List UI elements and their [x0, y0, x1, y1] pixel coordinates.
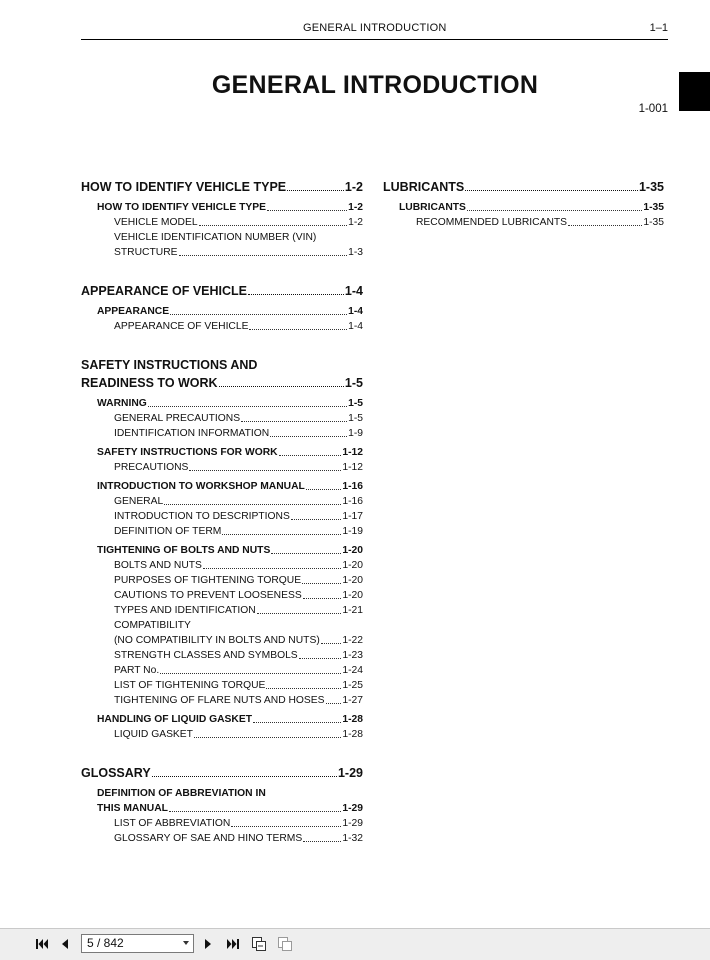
- toc-entry-page: 1-25: [342, 680, 363, 691]
- toc-entry-label: CAUTIONS TO PREVENT LOOSENESS: [114, 590, 302, 601]
- toc-entry-label: WARNING: [97, 398, 147, 409]
- toc-entry-page: 1-20: [342, 575, 363, 586]
- toc-entry[interactable]: [81, 245, 363, 260]
- running-header: [81, 20, 668, 40]
- toc-entry-label: (NO COMPATIBILITY IN BOLTS AND NUTS): [114, 635, 320, 646]
- toc-leader-dots: [299, 658, 342, 659]
- toc-leader-dots: [303, 841, 341, 842]
- toc-entry-label: LUBRICANTS: [399, 202, 466, 213]
- toc-entry-label: INTRODUCTION TO WORKSHOP MANUAL: [97, 481, 305, 492]
- toc-entry-label: DEFINITION OF ABBREVIATION IN: [97, 788, 266, 799]
- fit-page-icon: [251, 936, 267, 952]
- toc-leader-dots: [219, 386, 344, 387]
- toc-entry[interactable]: [383, 178, 664, 196]
- toc-entry-label: IDENTIFICATION INFORMATION: [114, 428, 270, 439]
- toc-entry-page: 1-12: [342, 462, 363, 473]
- toc-entry-label: INTRODUCTION TO DESCRIPTIONS: [114, 511, 290, 522]
- fit-width-button[interactable]: [277, 936, 293, 952]
- toc-entry[interactable]: [383, 200, 664, 215]
- last-page-icon: [226, 937, 240, 951]
- toc-entry-label: LUBRICANTS: [383, 180, 465, 194]
- toc-entry-label: APPEARANCE OF VEHICLE: [114, 321, 249, 332]
- first-page-button[interactable]: [34, 936, 50, 952]
- toc-leader-dots: [303, 598, 342, 599]
- toc-leader-dots: [170, 314, 347, 315]
- toc-entry-label: DEFINITION OF TERM: [114, 526, 222, 537]
- previous-page-icon: [59, 937, 71, 951]
- document-code: 1-001: [638, 103, 668, 115]
- toc-entry-label: STRENGTH CLASSES AND SYMBOLS: [114, 650, 298, 661]
- toc-entry-label: GLOSSARY: [81, 766, 151, 780]
- toc-entry[interactable]: [81, 494, 363, 509]
- toc-entry[interactable]: [81, 678, 363, 693]
- toc-leader-dots: [164, 504, 341, 505]
- toc-leader-dots: [291, 519, 342, 520]
- toc-leader-dots: [467, 210, 642, 211]
- toc-entry-page: 1-20: [342, 590, 363, 601]
- toc-leader-dots: [148, 406, 347, 407]
- toc-entry[interactable]: [81, 374, 363, 392]
- toc-entry[interactable]: [81, 618, 363, 633]
- toc-leader-dots: [267, 210, 347, 211]
- toc-leader-dots: [249, 329, 347, 330]
- toc-leader-dots: [194, 737, 341, 738]
- toc-leader-dots: [169, 811, 341, 812]
- previous-page-button[interactable]: [57, 936, 73, 952]
- toc-entry-label: LIST OF ABBREVIATION: [114, 818, 231, 829]
- first-page-icon: [35, 937, 49, 951]
- toc-entry-page: 1-2: [344, 180, 363, 194]
- toc-entry-label: PRECAUTIONS: [114, 462, 189, 473]
- toc-entry-label: APPEARANCE: [97, 306, 170, 317]
- toc-entry-label: READINESS TO WORK: [81, 376, 218, 390]
- toc-entry-label: COMPATIBILITY: [114, 620, 191, 631]
- toc-entry-page: 1-21: [342, 605, 363, 616]
- toc-entry[interactable]: [81, 200, 363, 215]
- toc-entry-label: BOLTS AND NUTS: [114, 560, 202, 571]
- toc-entry[interactable]: [81, 558, 363, 573]
- toc-leader-dots: [203, 568, 341, 569]
- toc-entry[interactable]: [81, 426, 363, 441]
- toc-entry-page: 1-28: [342, 714, 363, 725]
- toc-entry-page: 1-4: [348, 306, 363, 317]
- toc-entry[interactable]: [81, 460, 363, 475]
- toc-leader-dots: [152, 776, 337, 777]
- toc-entry[interactable]: [81, 319, 363, 334]
- toc-entry-page: 1-16: [342, 496, 363, 507]
- toc-entry-label: TIGHTENING OF BOLTS AND NUTS: [97, 545, 271, 556]
- toc-entry[interactable]: [81, 816, 363, 831]
- toc-leader-dots: [189, 470, 341, 471]
- toc-entry-page: 1-29: [342, 818, 363, 829]
- toc-entry[interactable]: [81, 603, 363, 618]
- toc-entry-page: 1-22: [342, 635, 363, 646]
- toc-entry-page: 1-28: [342, 729, 363, 740]
- toc-leader-dots: [222, 534, 341, 535]
- header-page-number: 1–1: [649, 22, 668, 34]
- toc-left-column: [81, 178, 363, 846]
- toc-entry[interactable]: [81, 282, 363, 300]
- toc-entry-page: 1-24: [342, 665, 363, 676]
- toc-entry-label: PART No.: [114, 665, 160, 676]
- toc-leader-dots: [199, 225, 348, 226]
- toc-entry-label: VEHICLE IDENTIFICATION NUMBER (VIN): [114, 232, 317, 243]
- toc-entry[interactable]: [81, 727, 363, 742]
- toc-entry[interactable]: [81, 831, 363, 846]
- toc-leader-dots: [179, 255, 348, 256]
- toc-entry[interactable]: [81, 304, 363, 319]
- toc-leader-dots: [321, 643, 342, 644]
- toc-leader-dots: [253, 722, 341, 723]
- toc-entry-page: 1-35: [643, 202, 664, 213]
- toc-leader-dots: [270, 436, 347, 437]
- toc-leader-dots: [271, 553, 341, 554]
- toc-entry-label: STRUCTURE: [114, 247, 178, 258]
- toc-entry[interactable]: [81, 445, 363, 460]
- toc-leader-dots: [306, 489, 342, 490]
- toc-leader-dots: [266, 688, 341, 689]
- toc-entry-label: LIQUID GASKET: [114, 729, 193, 740]
- toc-entry-page: 1-35: [638, 180, 664, 194]
- page-number-field[interactable]: [81, 934, 194, 953]
- toc-entry-label: GENERAL PRECAUTIONS: [114, 413, 241, 424]
- toc-entry-page: 1-5: [348, 398, 363, 409]
- toc-entry[interactable]: [81, 693, 363, 708]
- toc-entry[interactable]: [81, 178, 363, 196]
- page-number-value: 5 / 842: [87, 936, 124, 950]
- next-page-button[interactable]: [200, 936, 216, 952]
- toc-entry-page: 1-5: [348, 413, 363, 424]
- toc-entry-page: 1-2: [348, 202, 363, 213]
- toc-entry-page: 1-20: [342, 560, 363, 571]
- toc-entry-page: 1-5: [344, 376, 363, 390]
- toc-entry[interactable]: [383, 215, 664, 230]
- toc-entry-page: 1-2: [348, 217, 363, 228]
- toc-entry-label: LIST OF TIGHTENING TORQUE: [114, 680, 266, 691]
- toc-entry-page: 1-9: [348, 428, 363, 439]
- toc-entry-page: 1-29: [337, 766, 363, 780]
- toc-right-column: [383, 178, 664, 230]
- toc-leader-dots: [287, 190, 344, 191]
- toc-entry-page: 1-20: [342, 545, 363, 556]
- toc-leader-dots: [568, 225, 642, 226]
- toc-leader-dots: [257, 613, 342, 614]
- toc-entry[interactable]: [81, 786, 363, 801]
- toc-entry-label: HOW TO IDENTIFY VEHICLE TYPE: [81, 180, 287, 194]
- toc-entry-label: HANDLING OF LIQUID GASKET: [97, 714, 253, 725]
- last-page-button[interactable]: [225, 936, 241, 952]
- toc-entry[interactable]: [81, 764, 363, 782]
- toc-entry[interactable]: [81, 524, 363, 539]
- toc-leader-dots: [241, 421, 347, 422]
- viewer-toolbar: [0, 928, 710, 960]
- toc-entry-label: TYPES AND IDENTIFICATION: [114, 605, 256, 616]
- toc-entry[interactable]: [81, 230, 363, 245]
- toc-entry[interactable]: [81, 543, 363, 558]
- next-page-icon: [202, 937, 214, 951]
- toc-entry-label: SAFETY INSTRUCTIONS FOR WORK: [97, 447, 278, 458]
- toc-entry[interactable]: [81, 396, 363, 411]
- toc-leader-dots: [465, 190, 638, 191]
- fit-width-icon: [277, 936, 293, 952]
- page-title: GENERAL INTRODUCTION: [211, 71, 539, 99]
- chevron-down-icon[interactable]: [183, 941, 189, 945]
- toc-entry-label: RECOMMENDED LUBRICANTS: [416, 217, 568, 228]
- toc-entry-label: APPEARANCE OF VEHICLE: [81, 284, 247, 298]
- header-section-title: GENERAL INTRODUCTION: [303, 22, 447, 34]
- toc-entry-page: 1-4: [344, 284, 363, 298]
- toc-entry-page: 1-23: [342, 650, 363, 661]
- toc-entry[interactable]: [81, 801, 363, 816]
- toc-entry[interactable]: [81, 411, 363, 426]
- toc-entry-page: 1-4: [348, 321, 363, 332]
- toc-entry-page: 1-27: [342, 695, 363, 706]
- toc-entry-page: 1-35: [643, 217, 664, 228]
- toc-entry[interactable]: [81, 712, 363, 727]
- toc-entry-label: VEHICLE MODEL: [114, 217, 198, 228]
- toc-entry-label: GENERAL: [114, 496, 164, 507]
- toc-entry[interactable]: [81, 479, 363, 494]
- toc-leader-dots: [279, 455, 342, 456]
- toc-leader-dots: [326, 703, 342, 704]
- toc-entry-label: HOW TO IDENTIFY VEHICLE TYPE: [97, 202, 266, 213]
- toc-entry[interactable]: [81, 356, 363, 374]
- toc-leader-dots: [248, 294, 344, 295]
- toc-entry-page: 1-17: [342, 511, 363, 522]
- toc-leader-dots: [160, 673, 341, 674]
- toc-leader-dots: [231, 826, 341, 827]
- toc-entry-page: 1-29: [342, 803, 363, 814]
- toc-entry-label: THIS MANUAL: [97, 803, 168, 814]
- toc-entry-page: 1-19: [342, 526, 363, 537]
- toc-entry-label: GLOSSARY OF SAE AND HINO TERMS: [114, 833, 303, 844]
- toc-entry-page: 1-16: [342, 481, 363, 492]
- toc-entry[interactable]: [81, 215, 363, 230]
- toc-entry[interactable]: [81, 509, 363, 524]
- toc-entry-page: 1-12: [342, 447, 363, 458]
- toc-entry-label: TIGHTENING OF FLARE NUTS AND HOSES: [114, 695, 325, 706]
- toc-leader-dots: [302, 583, 341, 584]
- toc-entry-page: 1-32: [342, 833, 363, 844]
- toc-entry[interactable]: [81, 648, 363, 663]
- toc-entry[interactable]: [81, 633, 363, 648]
- toc-entry[interactable]: [81, 573, 363, 588]
- toc-entry[interactable]: [81, 588, 363, 603]
- fit-page-button[interactable]: [251, 936, 267, 952]
- toc-entry-label: PURPOSES OF TIGHTENING TORQUE: [114, 575, 302, 586]
- toc-entry[interactable]: [81, 663, 363, 678]
- toc-entry-page: 1-3: [348, 247, 363, 258]
- toc-entry-label: SAFETY INSTRUCTIONS AND: [81, 358, 258, 372]
